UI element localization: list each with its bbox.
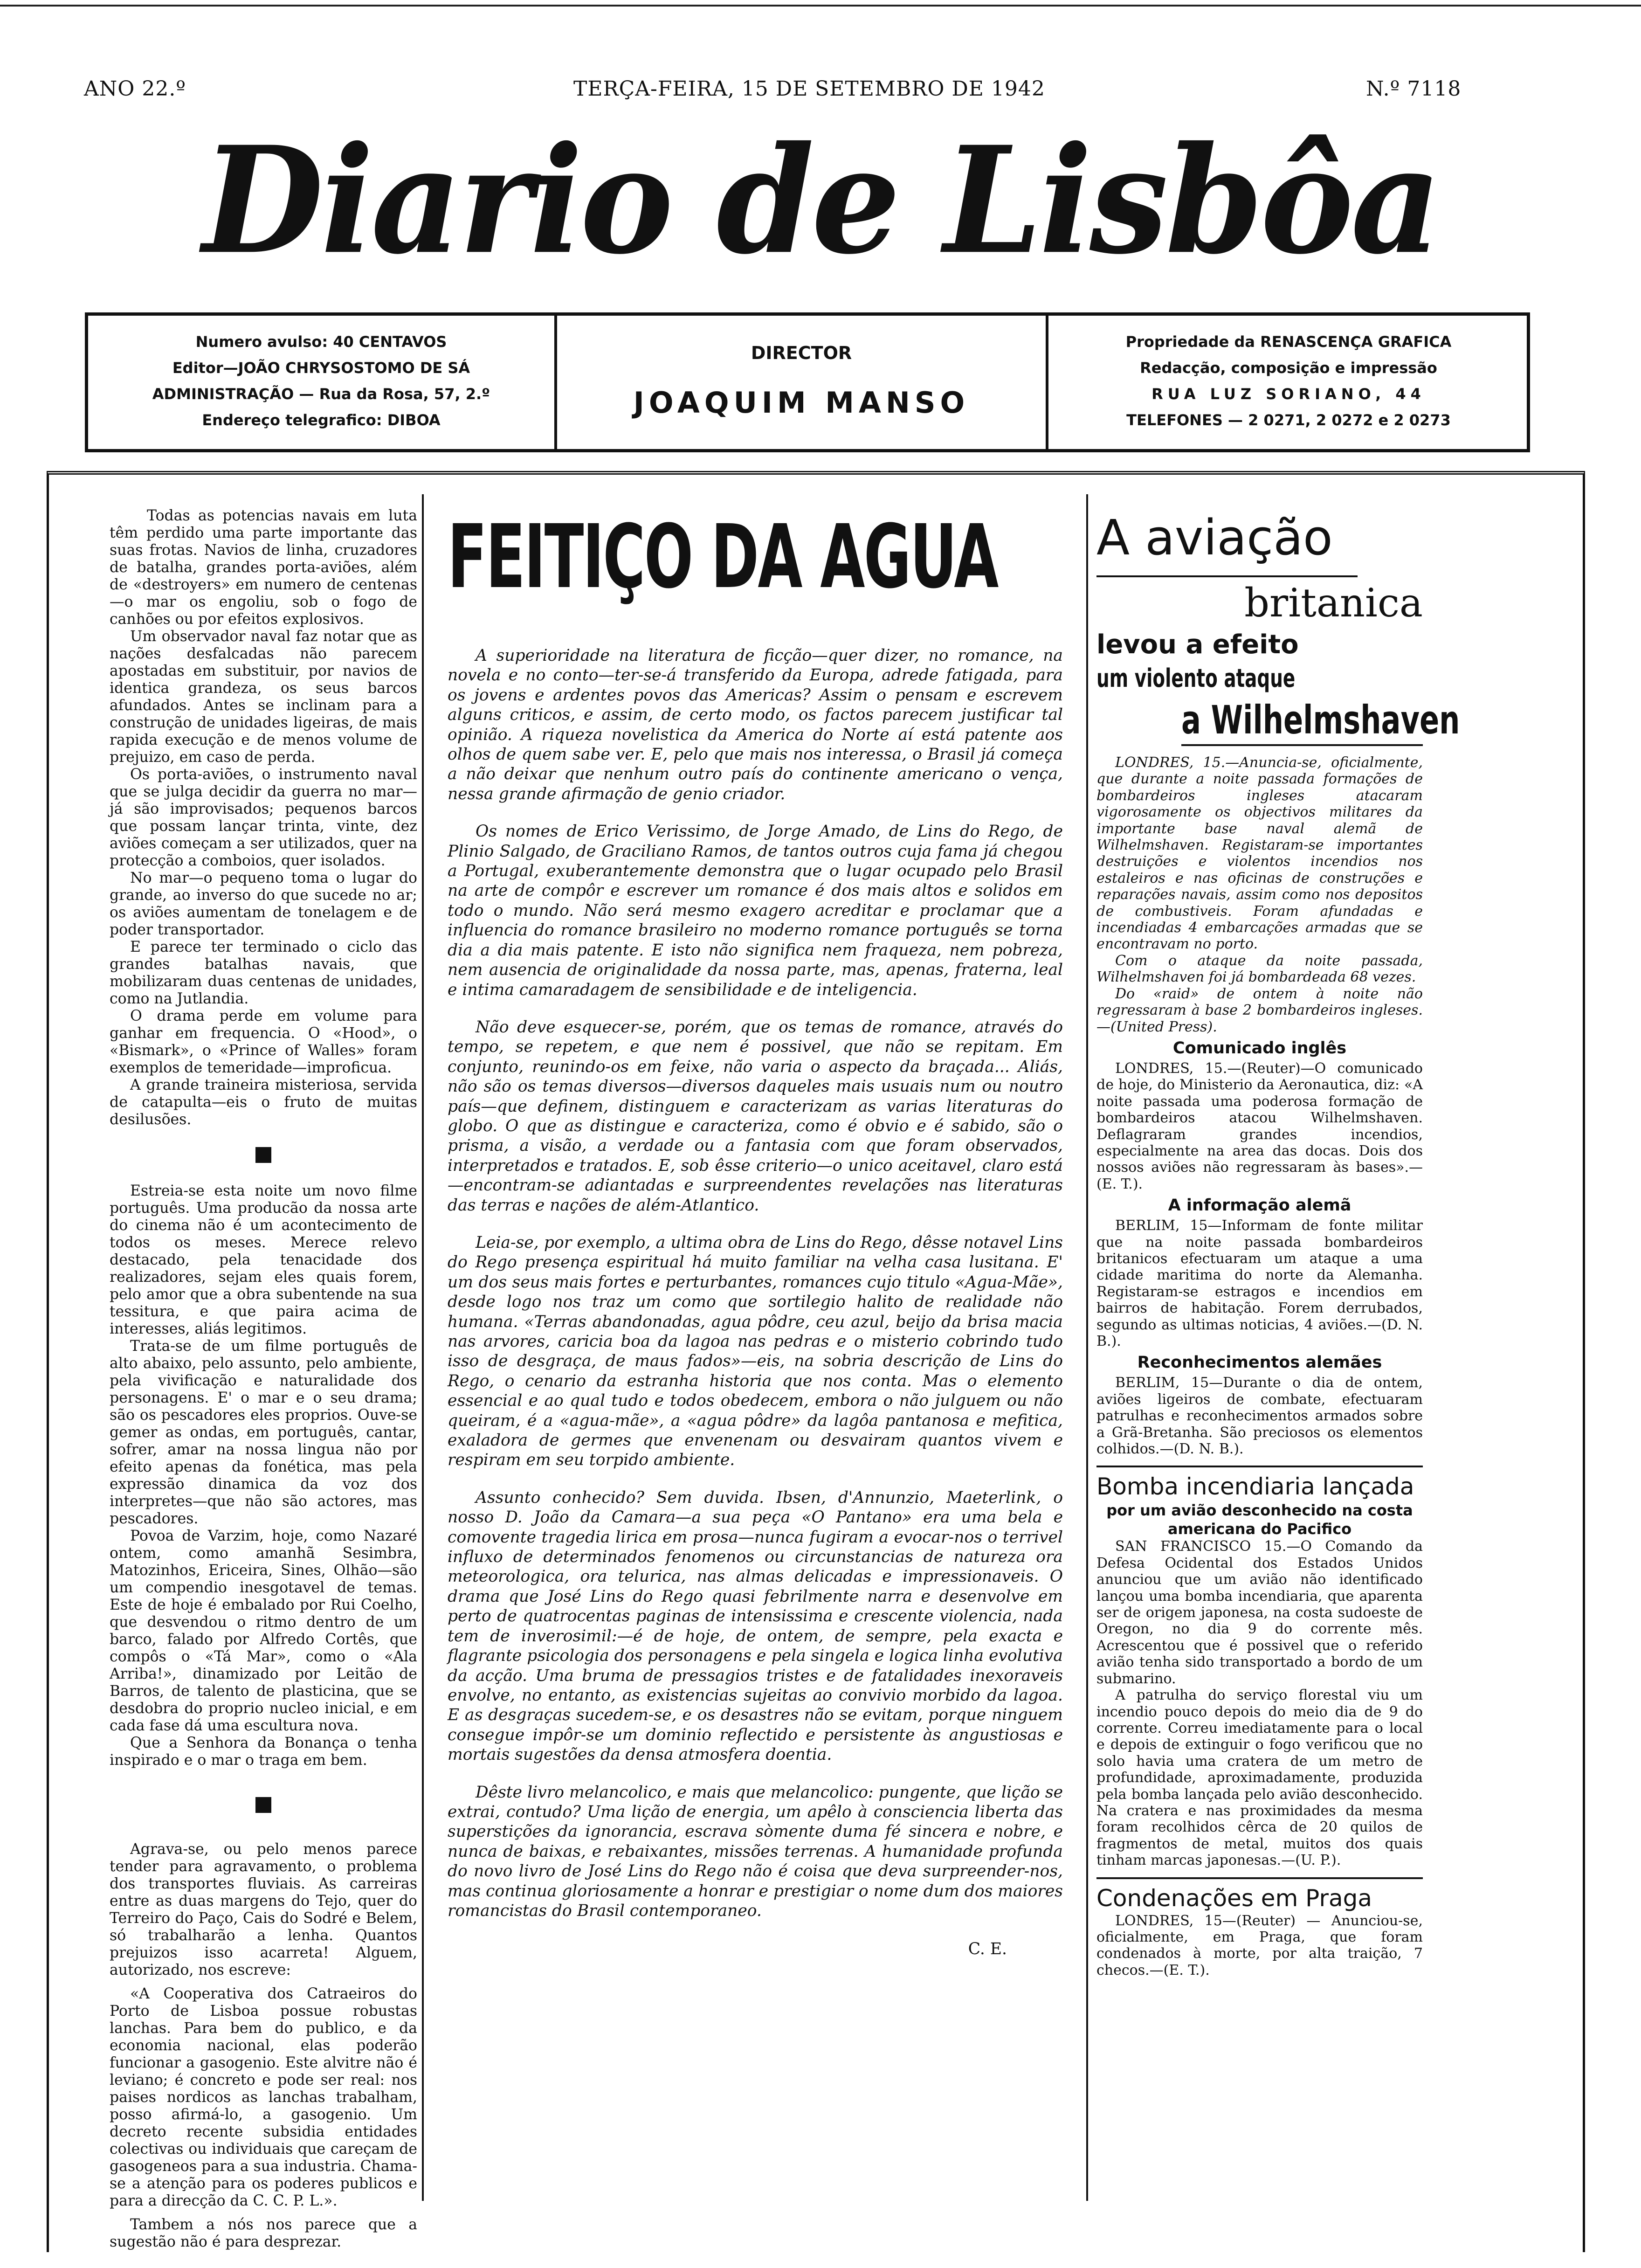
news-reconhecimentos — [1096, 1375, 1423, 1457]
left-column — [110, 507, 417, 2251]
headline-wilhelmshaven: a Wilhelmshaven — [1181, 696, 1423, 746]
column-rule-1 — [422, 494, 424, 2201]
issue-number: N.º 7118 — [1366, 77, 1462, 101]
info-left — [88, 316, 554, 449]
subhead-informacao: A informação alemã — [1168, 1196, 1351, 1215]
paragraph: Com o ataque da noite passada, Wilhelmshaven foi já bombardeada 68 vezes. — [1096, 952, 1423, 986]
director-label: DIRECTOR — [751, 343, 852, 363]
paragraph: Um observador naval faz notar que as nações desfalcadas não parecem apostadas em substituir, por navios de identica grandeza, os seus barcos afundados. Antes se inclinam para a construção de unidades ligeiras, de mais rapida execução e de menos volume de prejuizo, em caso de perda. — [110, 628, 417, 766]
subhead-bomba: por um avião desconhecido na costa americana do Pacifico — [1106, 1501, 1413, 1538]
info-price: Numero avulso: 40 CENTAVOS — [195, 333, 447, 351]
paragraph: A superioridade na literatura de ficção—quer dizer, no romance, na novela e no conto—ter-se-á transferido da Europa, adrede fatigada, para os jovens e ardentes povos das Americas? Assim o pensam e escrevem alguns criticos, e assim, de certo modo, os factos parecem justificar tal opinião. A riqueza novelistica da America do Norte aí está patente aos olhos de quem sabe ver. E, pelo que mais nos interessa, o Brasil já começa a não deixar que nenhum outro país do continente americano o vença, nessa grande afirmação de genio criador. — [448, 646, 1063, 803]
headline-praga: Condenações em Praga — [1096, 1877, 1423, 1913]
headline-ataque: um violento ataque — [1096, 664, 1296, 693]
paragraph: BERLIM, 15—Durante o dia de ontem, aviões ligeiros de combate, efectuaram patrulhas e reconhecimentos armados sobre a Grã-Bretanha. São preciosos os elementos colhidos.—(D. N. B.). — [1096, 1375, 1423, 1458]
info-editor: Editor—JOÃO CHRYSOSTOMO DE SÁ — [172, 359, 470, 377]
section-separator-square — [255, 1147, 271, 1163]
paragraph: Estreia-se esta noite um novo filme português. Uma producão da nossa arte do cinema não é um acontecimento de todos os meses. Merece relevo destacado, pela tenacidade dos realizadores, sejam eles quais forem, pelo amor que a obra subentende na sua tessitura, e que paira acima de interesses, aliás legitimos. — [110, 1182, 417, 1337]
column-rule-2 — [1086, 494, 1088, 2201]
main-article — [448, 646, 1063, 1959]
info-administration: ADMINISTRAÇÃO — Rua da Rosa, 57, 2.º — [152, 385, 490, 403]
paragraph: «A Cooperativa dos Catraeiros do Porto de Lisboa possue robustas lanchas. Para bem do publico, e da economia nacional, elas poderão funcionar a gasogenio. Este alvitre não é leviano; é concreto e pode ser real: nos paises nordicos as lanchas trabalham, posso afirmá-lo, a gasogenio. Um decreto recente subsidia entidades colectivas ou individuais que careçam de gasogeneos para a sua industria. Chama-se a atenção para os poderes publicos e para a direcção da C. C. P. L.». — [110, 1985, 417, 2209]
news-comunicado — [1096, 1060, 1423, 1192]
paragraph: LONDRES, 15.—Anuncia-se, oficialmente, que durante a noite passada formações de bombardeiros ingleses atacaram vigorosamente os objectivos militares da importante base naval alemã de Wilhelmshaven. Registaram-se importantes destruições e violentos incendios nos estaleiros e nas oficinas de construções e reparações navais, assim como nos depositos de combustiveis. Foram afundadas e incendiadas 4 embarcações armadas que se encontravam no porto. — [1096, 754, 1423, 953]
subhead-comunicado: Comunicado inglês — [1172, 1038, 1347, 1058]
info-telegraph: Endereço telegrafico: DIBOA — [202, 411, 441, 429]
paragraph: Do «raid» de ontem à noite não regressaram à base 2 bombardeiros ingleses.—(United Press). — [1096, 985, 1423, 1035]
paragraph: Que a Senhora da Bonança o tenha inspirado e o mar o traga em bem. — [110, 1735, 417, 1769]
top-rule — [0, 5, 1641, 7]
news-praga — [1096, 1913, 1423, 1979]
news-bomba — [1096, 1538, 1423, 1868]
director-name: JOAQUIM MANSO — [633, 386, 970, 420]
main-headline: FEITIÇO DA AGUA — [448, 506, 998, 608]
paragraph: LONDRES, 15.—(Reuter)—O comunicado de hoje, do Ministerio da Aeronautica, diz: «A noite passada uma poderosa formação de bombardeiros atacou Wilhelmshaven. Deflagraram grandes incendios, especialmente na area das docas. Dois dos nossos aviões não regressaram às bases».—(E. T.). — [1096, 1060, 1423, 1192]
right-column — [1096, 507, 1460, 1978]
paragraph: Povoa de Varzim, hoje, como Nazaré ontem, como amanhã Sesimbra, Matozinhos, Ericeira, Sines, Olhão—são um compendio inesgotavel de temas. Este de hoje é embalado por Rui Coelho, que desvendou o ritmo dentro de um barco, falado por Alfredo Cortês, que compôs o «Tá Mar», como o «Ala Arriba!», dinamizado por Leitão de Barros, de talento de plasticina, que se desdobra do proprio nucleo inicial, e em cada fase dá uma escultura nova. — [110, 1528, 417, 1734]
issue-date: TERÇA-FEIRA, 15 DE SETEMBRO DE 1942 — [573, 77, 1045, 101]
section-separator-square — [255, 1797, 271, 1813]
paragraph: Os porta-aviões, o instrumento naval que se julga decidir da guerra no mar—já são improvisados; pequenos barcos que possam lançar trinta, vinte, dez aviões começam a ser utilizados, quer na protecção a comboios, quer isolados. — [110, 766, 417, 869]
paragraph: Trata-se de um filme português de alto abaixo, pelo assunto, pelo ambiente, pela vivificação e naturalidade dos personagens. E' o mar e o seu drama; são os pescadores eles proprios. Ouve-se gemer as ondas, em português, cantar, sofrer, amar na nossa lingua não por efeito apenas da fonética, mas pela expressão dinamica da voz dos interpretes—que não são actores, mas pescadores. — [110, 1338, 417, 1527]
paragraph: A grande traineira misteriosa, servida de catapulta—eis o fruto de muitas desilusões. — [110, 1077, 417, 1128]
info-phones: TELEFONES — 2 0271, 2 0272 e 2 0273 — [1126, 411, 1451, 429]
news-lead — [1096, 754, 1423, 1035]
paragraph: Os nomes de Erico Verissimo, de Jorge Amado, de Lins do Rego, de Plinio Salgado, de Graciliano Ramos, de tantos outros cuja fama já chegou a Portugal, exuberantemente demonstra que o lugar ocupado pelo Brasil na arte de compôr e escrever um romance é dos mais altos e solidos em todo o mundo. Não será mesmo exagero acreditar e proclamar que a influencia do romance brasileiro no moderno romance português se torna dia a dia mais patente. E isto não significa nem fraqueza, nem pobreza, nem ausencia de originalidade da nossa parte, mas, apenas, fraterna, leal e intima camaradagem de sensibilidade e de inteligencia. — [448, 822, 1063, 999]
paragraph: Todas as potencias navais em luta têm perdido uma parte importante das suas frotas. Navios de linha, cruzadores de batalha, grandes porta-aviões, além de «destroyers» em numero de centenas—o mar os engoliu, sob o fogo de canhões ou por efeitos explosivos. — [110, 507, 417, 628]
headline-levou: levou a efeito — [1096, 629, 1299, 660]
headline-aviacao: A aviação — [1096, 507, 1358, 577]
paragraph: A patrulha do serviço florestal viu um incendio pouco depois do meio dia de 9 do corrente. Correu imediatamente para o local e depois de extinguir o fogo verificou que no solo havia uma cratera de um metro de profundidade, aproximadamente, produzida pela bomba lançada pelo avião desconhecido. Na cratera e nas proximidades da mesma foram recolhidos cêrca de 20 quilos de fragmentos de metal, muitos dos quais tinham marcas japonesas.—(U. P.). — [1096, 1687, 1423, 1869]
paragraph: E parece ter terminado o ciclo das grandes batalhas navais, que mobilizaram duas centenas de unidades, como na Jutlandia. — [110, 939, 417, 1007]
subhead-reconhecimentos: Reconhecimentos alemães — [1137, 1353, 1382, 1372]
info-box — [85, 312, 1530, 452]
paragraph: No mar—o pequeno toma o lugar do grande, ao inverso do que sucede no ar; os aviões aumentam de tonelagem e de poder transportador. — [110, 870, 417, 938]
info-director — [554, 316, 1048, 449]
paragraph: Tambem a nós nos parece que a sugestão não é para desprezar. — [110, 2216, 417, 2250]
masthead-title: Diario de Lisbôa — [202, 114, 1439, 287]
info-owner: Propriedade da RENASCENÇA GRAFICA — [1125, 333, 1452, 351]
paragraph: LONDRES, 15—(Reuter) — Anunciou-se, oficialmente, em Praga, que foram condenados à morte, por alta traição, 7 checos.—(E. T.). — [1096, 1912, 1423, 1978]
paragraph: Assunto conhecido? Sem duvida. Ibsen, d'Annunzio, Maeterlink, o nosso D. João da Camara—a sua peça «O Pantano» era uma bela e comovente tragedia lirica em prosa—nunca fugiram a evocar-nos o terrivel influxo de determinados fenomenos ou circunstancias de natureza ora meteorologica, ora telurica, nas almas delicadas e impressionaveis. O drama que José Lins do Rego quasi febrilmente narra e desenvolve em perto de quatrocentas paginas de intensissima e crescente violencia, nada tem de inverosimil:—é de hoje, de ontem, de sempre, pela exacta e flagrante psicologia dos personagens e pela singela e logica linha evolutiva da acção. Uma bruma de pressagios tristes e de fatalidades inexoraveis envolve, no entanto, as existencias sujeitas ao convivio morbido da lagoa. E as desgraças sucedem-se, e os desastres não se evitam, porque ninguem consegue impôr-se um dominio reflectido e persistente às angustiosas e mortais sugestões da densa atmosfera doentia. — [448, 1488, 1063, 1764]
news-informacao — [1096, 1217, 1423, 1349]
article-signature: C. E. — [968, 1940, 1007, 1959]
paragraph: O drama perde em volume para ganhar em frequencia. O «Hood», o «Bismark», o «Prince of Walles» foram exemplos de temeridade—improficua. — [110, 1008, 417, 1076]
paragraph: Agrava-se, ou pelo menos parece tender para agravamento, o problema dos transportes fluviais. As carreiras entre as duas margens do Tejo, quer do Terreiro do Paço, Cais do Sodré e Belem, só trabalharão a lenha. Quantos prejuizos isso acarreta! Alguem, autorizado, nos escreve: — [110, 1841, 417, 1978]
info-printing: Redacção, composição e impressão — [1140, 359, 1437, 377]
paragraph: Leia-se, por exemplo, a ultima obra de Lins do Rego, dêsse notavel Lins do Rego presença espiritual há muito familiar na velha casa lusitana. E' um dos seus mais fortes e perturbantes, romances cujo titulo «Agua-Mãe», desde logo nos traz um como que sortilegio halito de realidade não humana. «Terras abandonadas, agua pôdre, ceu azul, beijo da brisa macia nas arvores, caricia boa da lagoa nas pedras e o misterio cobrindo tudo isso de desgraça, de maus fados»—eis, na sobria descrição de Lins do Rego, o cenario da estranha historia que nos conta. Mas o elemento essencial e ao qual tudo e todos obedecem, embora o não julguem ou não queiram, é a «agua-mãe», a «agua pôdre» da lagôa pantanosa e mefitica, exaladora de germes que envenenam ou desvairam quantos vivem e respiram em seu torpido ambiente. — [448, 1233, 1063, 1470]
paragraph: SAN FRANCISCO 15.—O Comando da Defesa Ocidental dos Estados Unidos anunciou que um avião não identificado lançou uma bomba incendiaria, que aparenta ser de origem japonesa, na costa sudoeste de Oregon, no dia 9 do corrente mês. Acrescentou que é possivel que o referido avião tenha sido transportado a bordo de um submarino. — [1096, 1538, 1423, 1687]
headline-britanica: britanica — [1244, 580, 1423, 626]
issue-year: ANO 22.º — [84, 77, 186, 101]
paragraph: BERLIM, 15—Informam de fonte militar que na noite passada bombardeiros britanicos efectuaram um ataque a uma cidade maritima do norte da Alemanha. Registaram-se estragos e incendios em bairros de habitação. Forem derrubados, segundo as ultimas noticias, 4 aviões.—(D. N. B.). — [1096, 1217, 1423, 1349]
paragraph: Dêste livro melancolico, e mais que melancolico: pungente, que lição se extrai, contudo? Uma lição de energia, um apêlo à consciencia liberta das superstições da ignorancia, escrava sòmente duma fé sincera e nobre, e nunca de baixas, e rebaixantes, missões terrenas. A humanidade profunda do novo livro de José Lins do Rego não é coisa que deva surpreender-nos, mas continua gloriosamente a honrar e prestigiar o nome dum dos maiores romancistas do Brasil contemporaneo. — [448, 1783, 1063, 1920]
headline-bomba: Bomba incendiaria lançada — [1096, 1466, 1423, 1501]
info-address: RUA LUZ SORIANO, 44 — [1151, 385, 1426, 403]
paragraph: Não deve esquecer-se, porém, que os temas de romance, através do tempo, se repetem, e que nem é possivel, que não se repitam. Em conjunto, reunindo-os em feixe, não varia o aspecto da braçada... Aliás, não são os temas diversos—diversos daqueles mais usuais num ou noutro país—que definem, distinguem e caracterizam as varias literaturas do globo. O que as distingue e caracteriza, como é obvio e é sabido, são o prisma, a visão, a verdade ou a fantasia com que foram observados, interpretados e tratados. E, sob êsse criterio—o unico aceitavel, claro está—encontram-se adiantadas e surpreendentes revelações nas literaturas das terras e nações de além-Atlantico. — [448, 1017, 1063, 1215]
info-right — [1048, 316, 1529, 449]
